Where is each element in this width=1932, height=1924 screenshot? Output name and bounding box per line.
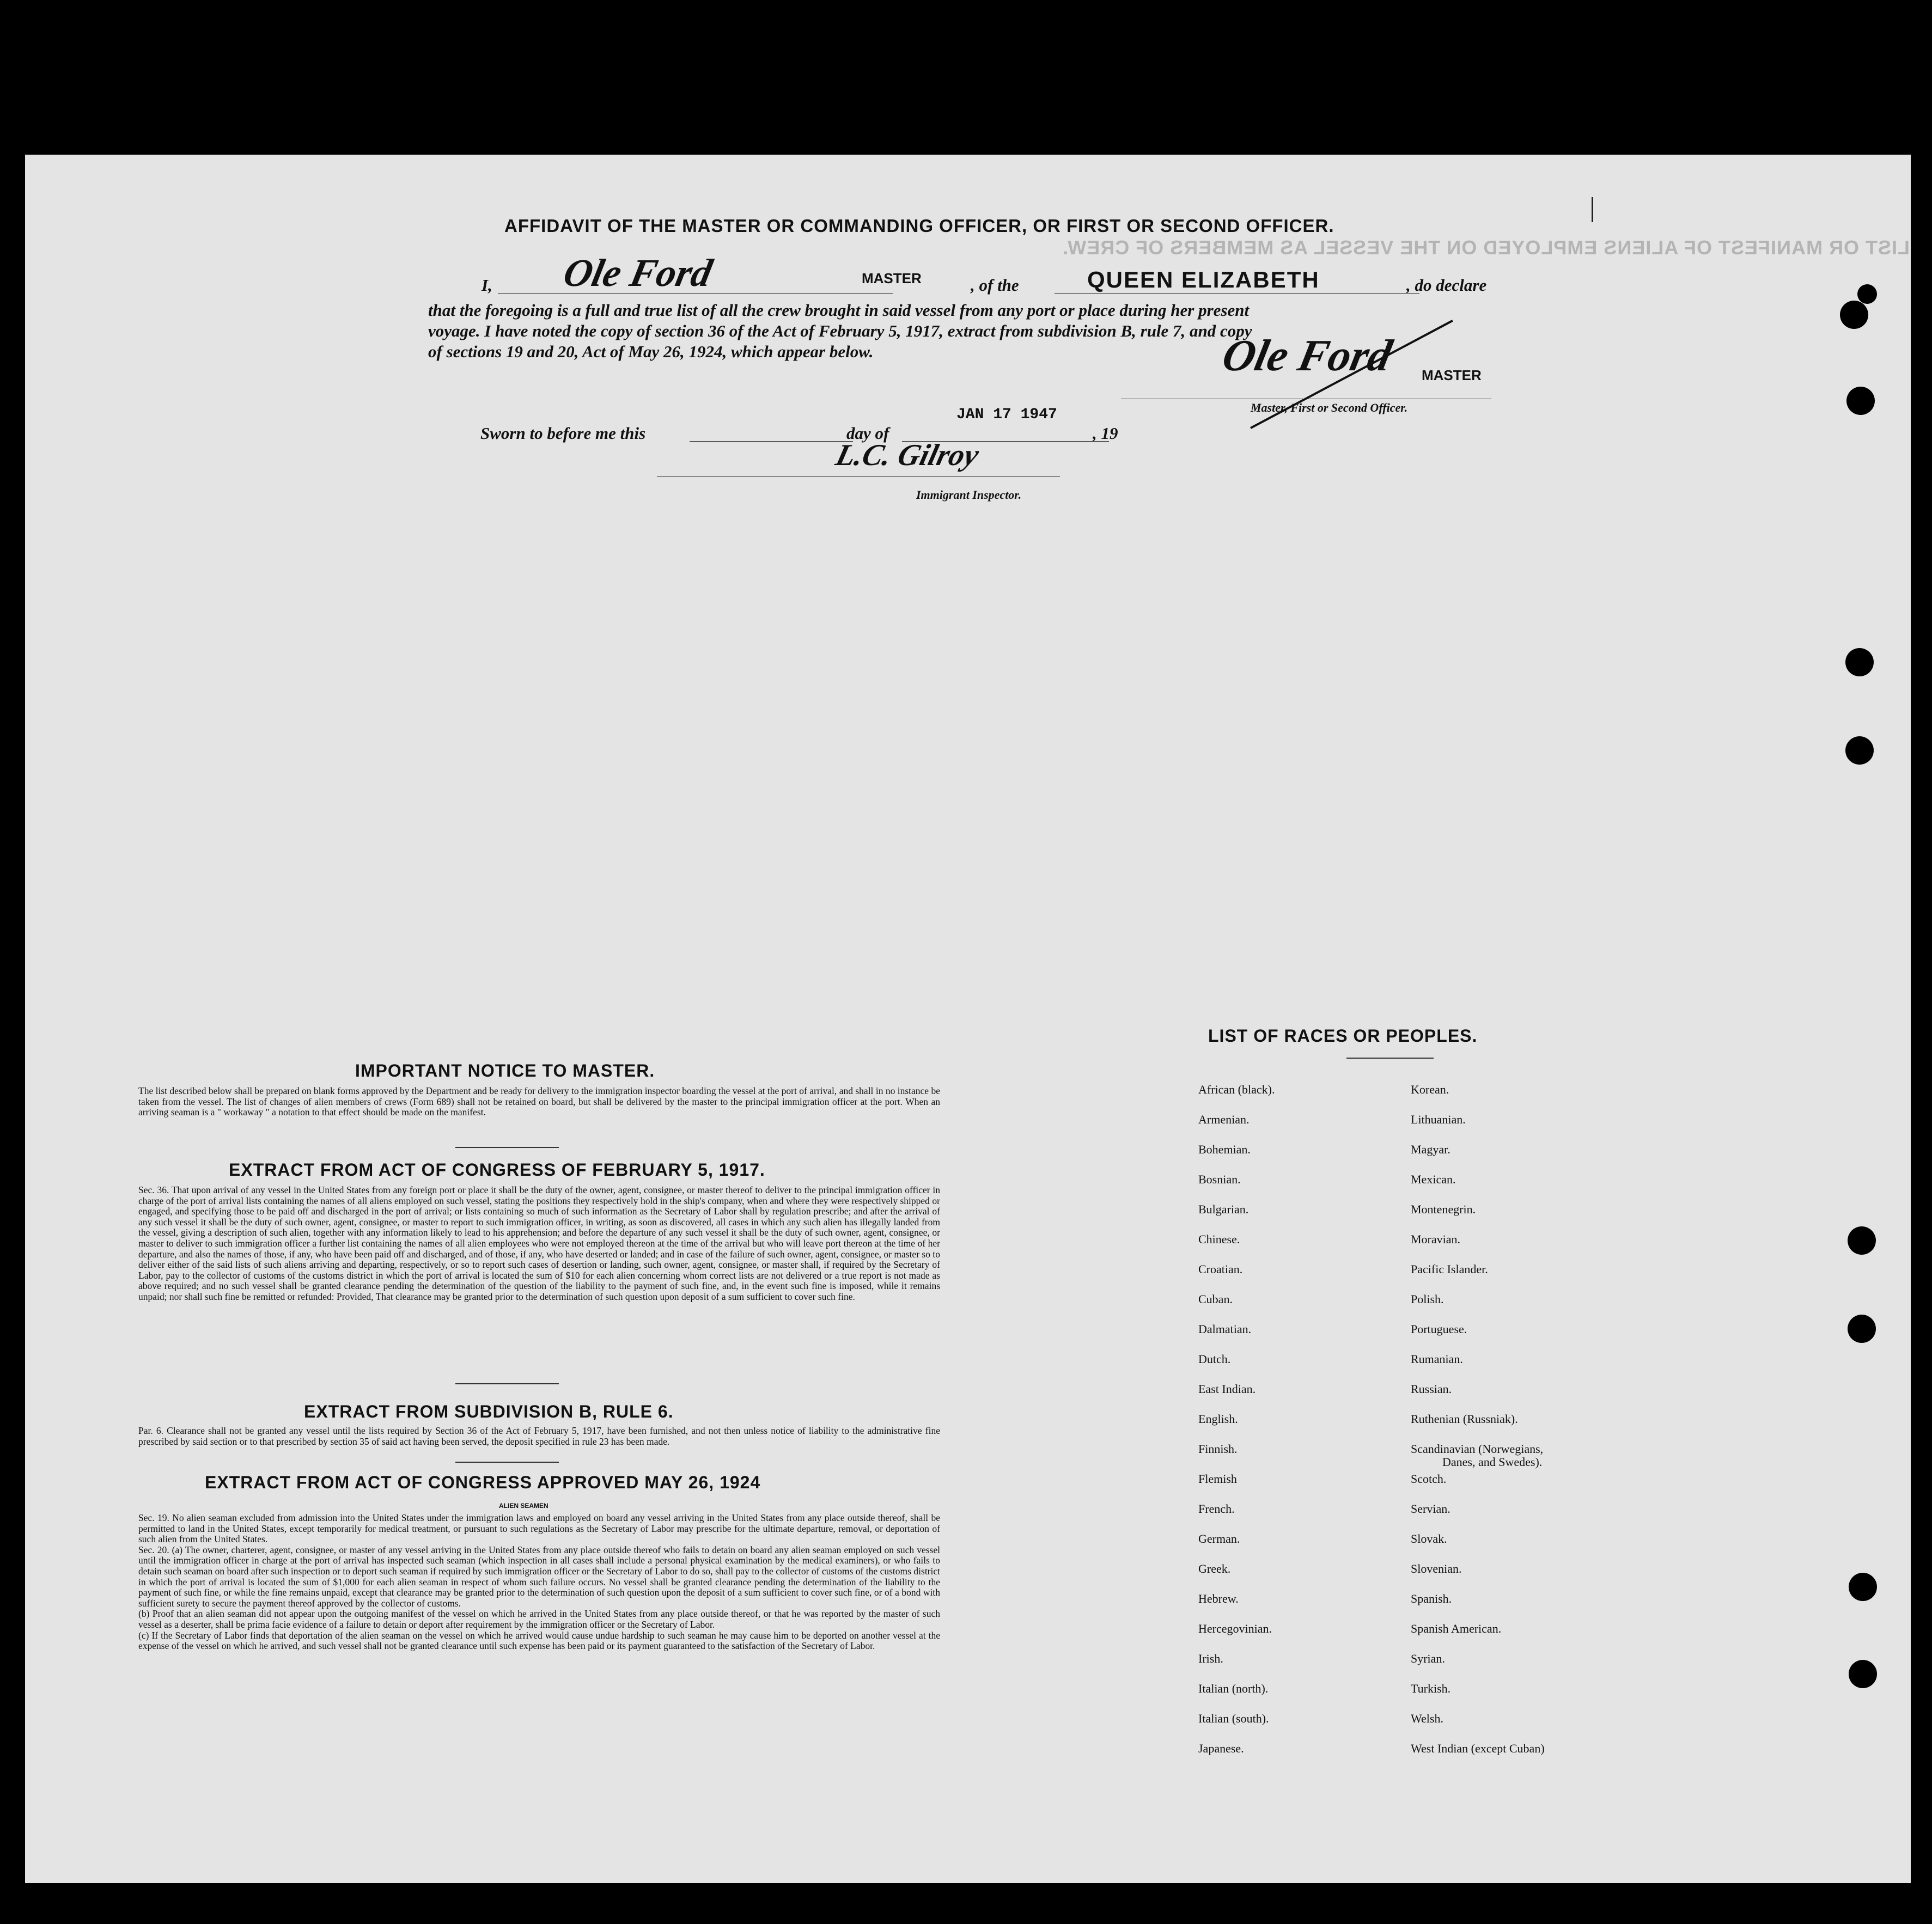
race-item: Magyar.: [1411, 1143, 1450, 1156]
section-20b: (b) Proof that an alien seaman did not appear upon the outgoing manifest of the vessel on which he arrived in the United States from any place outside thereof, or that he was reported by the master of such vessel as a deserter, shall be prima facie evidence of a failure to detain or deport after requirement by the immigration officer or the Secretary of Labor.: [138, 1608, 940, 1630]
race-item: West Indian (except Cuban): [1411, 1742, 1545, 1755]
race-item: Rumanian.: [1411, 1352, 1463, 1366]
extract-1917-heading: EXTRACT FROM ACT OF CONGRESS OF FEBRUARY 5, 1917.: [229, 1160, 765, 1180]
notice-heading: IMPORTANT NOTICE TO MASTER.: [355, 1061, 655, 1080]
punch-hole: [1848, 1226, 1876, 1255]
race-item: Italian (south).: [1198, 1712, 1269, 1725]
race-item: Russian.: [1411, 1382, 1452, 1396]
race-item: Irish.: [1198, 1652, 1223, 1665]
race-item: Ruthenian (Russniak).: [1411, 1412, 1518, 1426]
year-text: , 19: [1093, 424, 1118, 443]
inspector-caption: Immigrant Inspector.: [916, 488, 1022, 502]
race-item: Croatian.: [1198, 1262, 1243, 1276]
race-item-scandinavian: Scandinavian (Norwegians,: [1411, 1442, 1544, 1456]
punch-hole: [1857, 284, 1877, 304]
officer-caption: Master, First or Second Officer.: [1251, 401, 1408, 414]
races-left-column: [1198, 1082, 1275, 1770]
officer-signature: Ole Ford: [1218, 331, 1397, 380]
race-item: African (black).: [1198, 1083, 1275, 1096]
punch-hole: [1846, 387, 1875, 415]
races-rule: [1346, 1058, 1434, 1059]
race-item: Dutch.: [1198, 1352, 1231, 1366]
race-item: Slovenian.: [1411, 1562, 1462, 1575]
race-item: Pacific Islander.: [1411, 1262, 1488, 1276]
date-stamp: JAN 17 1947: [956, 406, 1057, 423]
race-item: Moravian.: [1411, 1232, 1461, 1246]
race-item: Lithuanian.: [1411, 1113, 1466, 1126]
race-item: Italian (north).: [1198, 1682, 1269, 1695]
race-item: Syrian.: [1411, 1652, 1445, 1665]
section-20a: Sec. 20. (a) The owner, charterer, agent, consignee, or master of any vessel arriving in the United States from any place outside thereof who fails to detain on board any alien seaman employed on such vessel until the immigration officer in charge at the port of arrival has inspected such seaman (which inspection in all cases shall include a personal physical examination by the medical examiners), or who fails to detain such seaman on board after such inspection or to deport such seaman if required by such immigration officer or the Secretary of Labor to do so, shall pay to the collector of customs of the customs district in which the port of arrival is located the sum of $1,000 for each alien seaman in respect of whom such failure occurs. No vessel shall be granted clearance pending the determination of the liability to the payment of such fine, or while the fine remains unpaid, except that clearance may be granted prior to the determination of such question upon the deposit of a sum sufficient to cover such fine, or of a bond with sufficient surety to secure the payment thereof approved by the collector of customs.: [138, 1544, 940, 1609]
vessel-line: [1055, 293, 1419, 294]
race-item: Hebrew.: [1198, 1592, 1239, 1605]
race-item: Flemish: [1198, 1472, 1237, 1486]
race-item: Bulgarian.: [1198, 1202, 1249, 1216]
race-item: [1411, 1441, 1545, 1471]
extract-1924-body: [138, 1513, 940, 1652]
race-item: Chinese.: [1198, 1232, 1240, 1246]
day-of-text: day of: [846, 424, 889, 443]
affidavit-signature: Ole Ford: [559, 251, 716, 295]
vessel-name: QUEEN ELIZABETH: [1087, 267, 1320, 292]
race-item: Finnish.: [1198, 1442, 1238, 1456]
sworn-text: Sworn to before me this: [480, 424, 646, 443]
punch-hole: [1840, 301, 1868, 329]
race-item: Armenian.: [1198, 1113, 1250, 1126]
races-right-column: [1411, 1082, 1545, 1770]
race-item: Servian.: [1411, 1502, 1450, 1516]
inspector-line: [657, 476, 1060, 477]
affidavit-line-2: that the foregoing is a full and true list of all the crew brought in said vessel from any port or place during her present: [428, 301, 1250, 320]
section-20c: (c) If the Secretary of Labor finds that deportation of the alien seaman on the vessel on which he arrived would cause undue hardship to such seaman he may cause him to be deported on another vessel at the expense of the vessel on which he arrived, and such vessel shall not be granted clearance until such expense has been paid or its payment guaranteed to the satisfaction of the Secretary of Labor.: [138, 1629, 940, 1652]
race-item: Japanese.: [1198, 1742, 1244, 1755]
race-item: Dalmatian.: [1198, 1322, 1252, 1336]
race-item: German.: [1198, 1532, 1240, 1546]
race-item: Cuban.: [1198, 1292, 1233, 1306]
extract-1924-subheading: ALIEN SEAMEN: [499, 1502, 548, 1510]
bleed-through-header: LIST OR MANIFEST OF ALIENS EMPLOYED ON THE VESSEL AS MEMBERS OF CREW.: [1062, 236, 1910, 259]
rank-stamp: MASTER: [862, 270, 922, 286]
race-item: East Indian.: [1198, 1382, 1256, 1396]
officer-stamp: MASTER: [1422, 367, 1482, 383]
sworn-day-line: [690, 441, 853, 442]
affidavit-i: I,: [482, 276, 492, 295]
affidavit-line-3: voyage. I have noted the copy of section 36 of the Act of February 5, 1917, extract from subdivision B, rule 7, and copy: [428, 321, 1252, 340]
notice-rule: [455, 1147, 559, 1148]
race-item: French.: [1198, 1502, 1235, 1516]
punch-hole: [1849, 1660, 1877, 1688]
rule6-body: Par. 6. Clearance shall not be granted any vessel until the lists required by Section 36 of the Act of February 5, 1917, have been furnished, and not then unless notice of liability to the administrative fine prescribed by said section or to that prescribed by section 35 of said act having been served, the deposit specified in rule 23 has been made.: [138, 1425, 940, 1447]
of-the-text: , of the: [971, 276, 1019, 295]
race-item: Portuguese.: [1411, 1322, 1467, 1336]
affidavit-line-4: of sections 19 and 20, Act of May 26, 1924, which appear below.: [428, 342, 874, 361]
affidavit-tick: [1592, 197, 1593, 222]
punch-hole: [1848, 1315, 1876, 1343]
inspector-signature: L.C. Gilroy: [832, 438, 983, 472]
extract-1924-heading: EXTRACT FROM ACT OF CONGRESS APPROVED MAY 26, 1924: [205, 1473, 761, 1492]
race-item: Polish.: [1411, 1292, 1444, 1306]
race-item: Hercegovinian.: [1198, 1622, 1272, 1635]
race-item: Spanish American.: [1411, 1622, 1502, 1635]
race-item: Bosnian.: [1198, 1172, 1241, 1186]
race-item: Welsh.: [1411, 1712, 1443, 1725]
race-item: English.: [1198, 1412, 1238, 1426]
notice-body: The list described below shall be prepared on blank forms approved by the Department and be ready for delivery to the immigration inspector boarding the vessel at the port of arrival, and shall in no instance be taken from the vessel. The list of changes of alien members of crews (Form 689) shall not be retained on board, but shall be delivered by the master to the principal immigration officer at the port. When an arriving seaman is a " workaway " a notation to that effect should be made on the manifest.: [138, 1085, 940, 1118]
punch-hole: [1845, 736, 1874, 765]
section-19: Sec. 19. No alien seaman excluded from admission into the United States under the immigration laws and employed on board any vessel arriving in the United States from any place outside thereof, shall be permitted to land in the United States, except temporarily for medical treatment, or pursuant to such regulations as the Secretary of Labor may prescribe for the ultimate departure, removal, or deportation of such alien from the United States.: [138, 1512, 940, 1545]
race-item: Montenegrin.: [1411, 1202, 1476, 1216]
race-item: Mexican.: [1411, 1172, 1456, 1186]
race-item: Scotch.: [1411, 1472, 1447, 1486]
do-declare-text: , do declare: [1406, 276, 1487, 295]
extract-1917-rule: [455, 1383, 559, 1384]
punch-hole: [1845, 648, 1874, 676]
race-item: Slovak.: [1411, 1532, 1447, 1546]
affidavit-heading: AFFIDAVIT OF THE MASTER OR COMMANDING OFFICER, OR FIRST OR SECOND OFFICER.: [504, 216, 1334, 236]
race-item: Spanish.: [1411, 1592, 1452, 1605]
race-item: Bohemian.: [1198, 1143, 1251, 1156]
race-item: Korean.: [1411, 1083, 1449, 1096]
race-item: Greek.: [1198, 1562, 1231, 1575]
races-heading: LIST OF RACES OR PEOPLES.: [1208, 1026, 1478, 1046]
race-item-scandinavian-cont: Danes, and Swedes).: [1442, 1455, 1543, 1469]
document-page: [25, 155, 1911, 1883]
race-item: Turkish.: [1411, 1682, 1451, 1695]
extract-1917-body: Sec. 36. That upon arrival of any vessel in the United States from any foreign port or place it shall be the duty of the owner, agent, consignee, or master thereof to deliver to the principal immigration officer in charge of the port of arrival lists containing the names of all aliens employed on such vessel, stating the positions they respectively hold in the ship's company, when and where they were respectively shipped or engaged, and specifying those to be paid off and discharged in the port of arrival; or lists containing so much of such information as the Secretary of Labor shall by regulation prescribe; and after the arrival of any such vessel it shall be the duty of such owner, agent, consignee, or master to report to such immigration officer, in writing, as soon as discovered, all cases in which any such alien has illegally landed from the vessel, giving a description of such alien, together with any information likely to lead to his apprehension; and before the departure of any such vessel it shall be the duty of such owner, agent, consignee, or master to deliver to such immigration officer a further list containing the names of all alien employees who were not employed thereon at the time of the arrival but who will leave port thereon at the time of her departure, and also the names of those, if any, who have been paid off and discharged, and of those, if any, who have deserted or landed; and in case of the failure of such owner, agent, consignee, or master so to deliver either of the said lists of such aliens arriving and departing, respectively, or so to report such cases of desertion or landing, such owner, agent, consignee, or master shall, if required by the Secretary of Labor, pay to the collector of customs of the customs district in which the port of arrival is located the sum of $10 for each alien concerning whom correct lists are not delivered or a true report is not made as above required; and no such vessel shall be granted clearance pending the determination of the question of the liability to the payment of such fine, and, in the event such fine is imposed, while it remains unpaid; nor shall such fine be remitted or refunded: Provided, That clearance may be granted prior to the determination of such question upon deposit of a sum sufficient to cover such fine.: [138, 1184, 940, 1302]
punch-hole: [1849, 1573, 1877, 1601]
rule6-heading: EXTRACT FROM SUBDIVISION B, RULE 6.: [304, 1402, 674, 1421]
rule6-rule: [455, 1462, 559, 1463]
